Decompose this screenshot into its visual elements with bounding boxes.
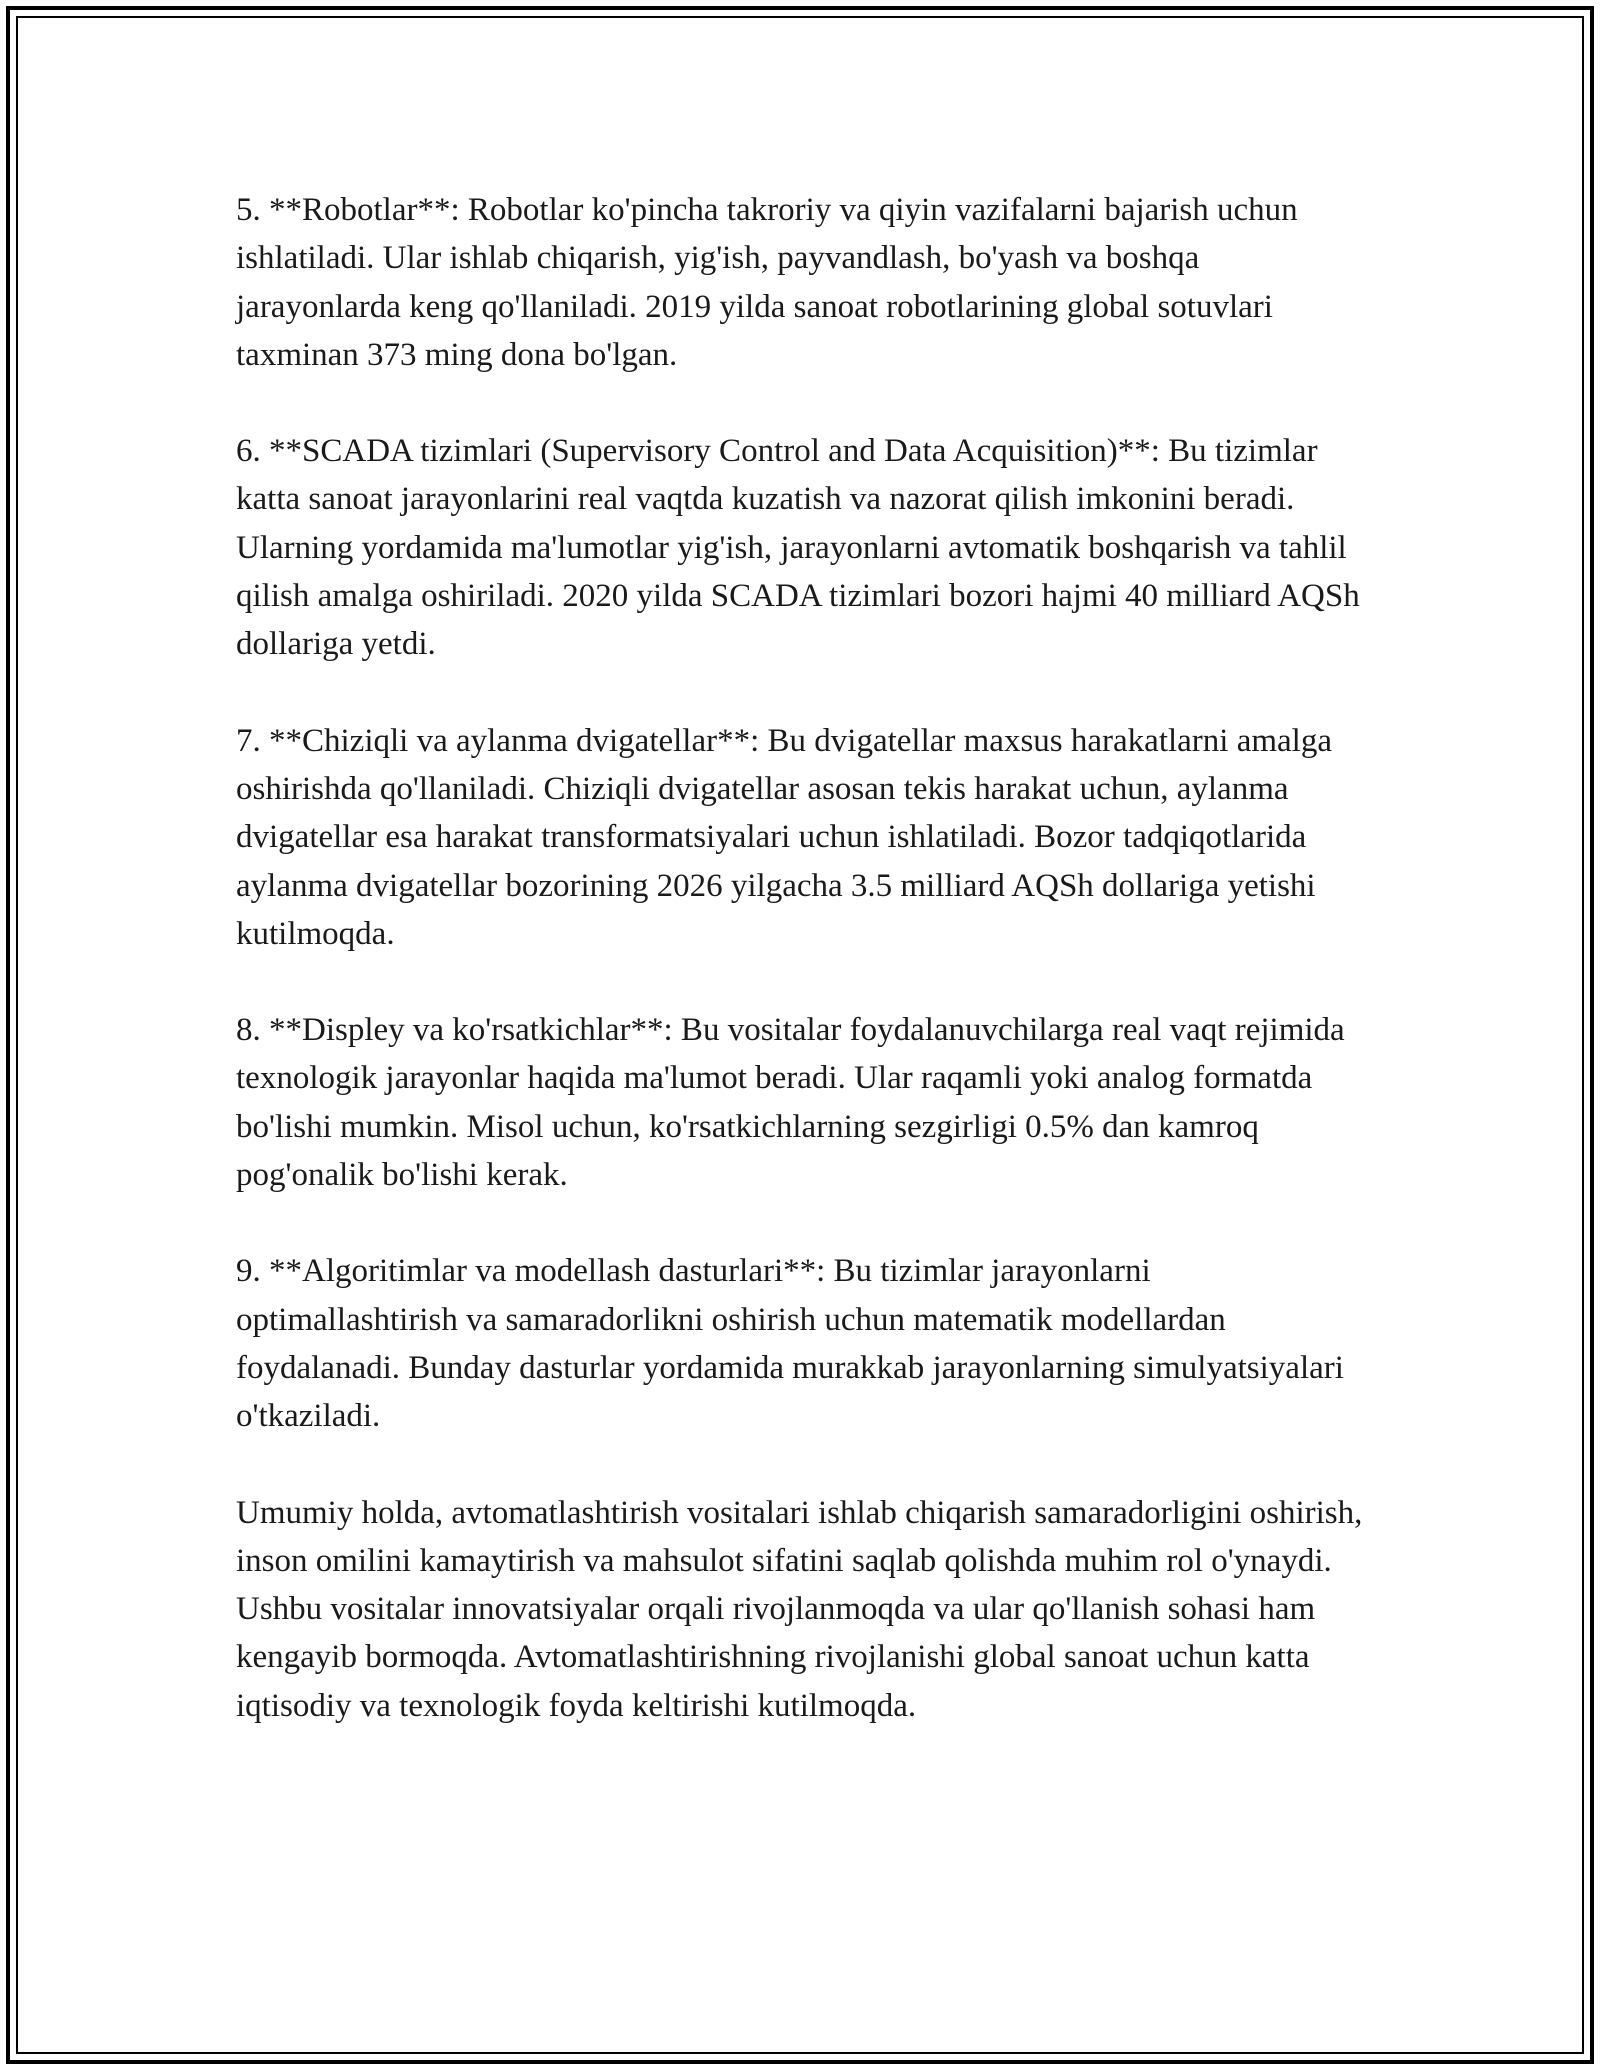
paragraph-scada: 6. **SCADA tizimlari (Supervisory Control and Data Acquisition)**: Bu tizimlar katta sanoat jarayonlarini real vaqtda kuzatish va nazorat qilish imkonini beradi. Ularning yordamida ma'lumotlar yig'ish, jarayonlarni avtomatik boshqarish va tahlil qilish amalga oshiriladi. 2020 yilda SCADA tizimlari bozori hajmi 40 milliard AQSh dollariga yetdi. [236,433,1360,663]
document-body [236,186,1366,1778]
paragraph-robots: 5. **Robotlar**: Robotlar ko'pincha takroriy va qiyin vazifalarni bajarish uchun ishlatiladi. Ular ishlab chiqarish, yig'ish, payvandlash, bo'yash va boshqa jarayonlarda keng qo'llaniladi. 2019 yilda sanoat robotlarining global sotuvlari taxminan 373 ming dona bo'lgan. [236,192,1298,373]
paragraph-motors: 7. **Chiziqli va aylanma dvigatellar**: Bu dvigatellar maxsus harakatlarni amalga oshirishda qo'llaniladi. Chiziqli dvigatellar asosan tekis harakat uchun, aylanma dvigatellar esa harakat transformatsiyalari uchun ishlatiladi. Bozor tadqiqotlarida aylanma dvigatellar bozorining 2026 yilgacha 3.5 milliard AQSh dollariga yetishi kutilmoqda. [236,722,1332,952]
paragraph-conclusion: Umumiy holda, avtomatlashtirish vositalari ishlab chiqarish samaradorligini oshirish, inson omilini kamaytirish va mahsulot sifatini saqlab qolishda muhim rol o'ynaydi. Ushbu vositalar innovatsiyalar orqali rivojlanmoqda va ular qo'llanish sohasi ham kengayib bormoqda. Avtomatlashtirishning rivojlanishi global sanoat uchun katta iqtisodiy va texnologik foyda keltirishi kutilmoqda. [236,1494,1363,1724]
paragraph-algorithms: 9. **Algoritimlar va modellash dasturlari**: Bu tizimlar jarayonlarni optimallashtirish va samaradorlikni oshirish uchun matematik modellardan foydalanadi. Bunday dasturlar yordamida murakkab jarayonlarning simulyatsiyalari o'tkaziladi. [236,1253,1344,1435]
paragraph-displays: 8. **Displey va ko'rsatkichlar**: Bu vositalar foydalanuvchilarga real vaqt rejimida texnologik jarayonlar haqida ma'lumot beradi. Ular raqamli yoki analog formatda bo'lishi mumkin. Misol uchun, ko'rsatkichlarning sezgirligi 0.5% dan kamroq pog'onalik bo'lishi kerak. [236,1012,1345,1194]
